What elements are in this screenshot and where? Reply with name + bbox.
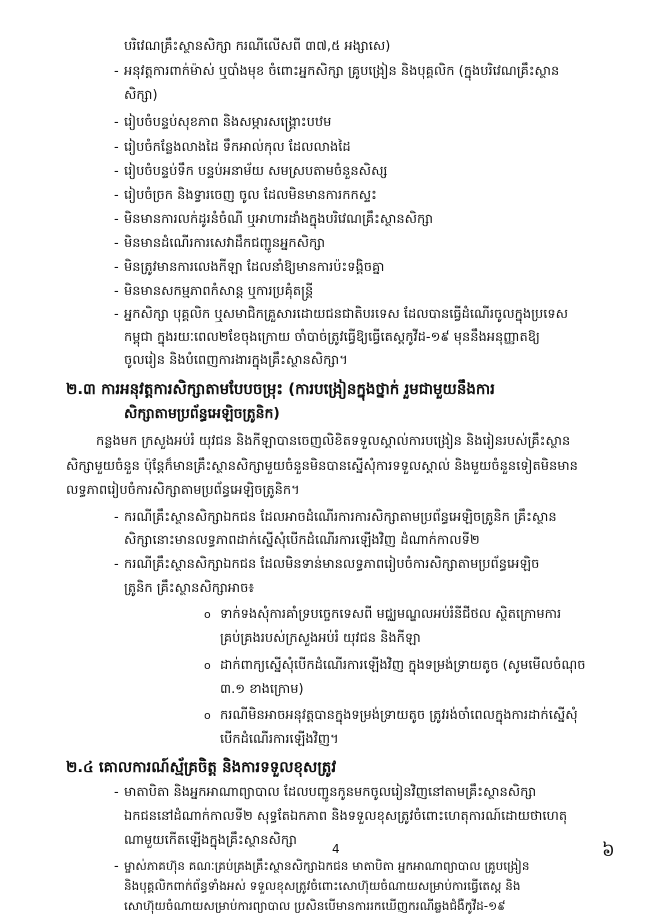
text-line: ត្រូនិក គ្រឹះស្ថានសិក្សាអាច៖ [124,581,255,596]
text-line: បើកដំណើរការឡើងវិញ។ [220,732,339,747]
bullet-dash: - [114,307,119,322]
bullet-dash: - [114,510,119,525]
bullet-dash: - [114,557,119,572]
section-heading-2-3-cont: សិក្សាតាមប្រព័ន្ធអេឡិចត្រូនិក) [124,406,280,422]
text-line: រៀបចំបន្ទប់សុខភាព និងសម្ភារសង្គ្រោះបឋម [124,115,332,130]
text-line: ណាមួយកើតឡើងក្នុងគ្រឹះស្ថានសិក្សា [124,833,297,848]
text-line: ៣.១ ខាងក្រោម) [220,682,304,697]
bullet-circle: o [204,709,211,722]
text-line: ចូលរៀន និងបំពេញការងារក្នុងគ្រឹះស្ថានសិក្សា។ [124,353,348,368]
text-line: ម្ចាស់ភាគហ៊ុន គណៈគ្រប់គ្រងគ្រឹះស្ថានសិក្សាឯកជន មាតាបិតា អ្នកអាណាព្យាបាល គ្រូបង្រៀន [124,859,530,873]
bullet-dash: - [114,236,119,251]
text-line: ករណីមិនអាចអនុវត្តបានក្នុងទម្រង់ទ្រាយតូច ត្រូវរង់ចាំពេលក្នុងការដាក់ស្នើសុំ [220,708,578,723]
bullet-dash: - [114,188,119,203]
paragraph-line: សិក្សាមួយចំនួន ប៉ុន្តែក៏មានគ្រឹះស្ថានសិក្សាមួយចំនួនមិនបានស្នើសុំការទទួលស្គាល់ និងមួយចំនួនទៀតមិនមាន [66,459,578,474]
text-line: សិក្សានោះមានលទ្ធភាពដាក់ស្នើសុំបើកដំណើរការឡើងវិញ ដំណាក់កាលទី២ [124,533,480,548]
text-line: សោហ៊ុយចំណាយសម្រាប់ការព្យាបាល ប្រសិនបើមានការរកឃើញករណីឆ្លងជំងឺកូវីដ-១៩ [124,899,506,913]
text-line: កម្ពុជា ក្នុងរយៈពេល២ខែចុងក្រោយ ចាំបាច់ត្រូវធ្វើឱ្យធ្វើតេស្តកូវីដ-១៩ មុននឹងអនុញ្ញាតឱ្យ [124,330,540,345]
text-line: អនុវត្តការពាក់ម៉ាស់ ឬបាំងមុខ ចំពោះអ្នកសិក្សា គ្រូបង្រៀន និងបុគ្គលិក (ក្នុងបរិវេណគ្រឹះស្ថាន [124,64,560,79]
bullet-dash: - [114,115,119,130]
bullet-circle: o [204,659,211,672]
paragraph-line: កន្លងមក ក្រសួងអប់រំ យុវជន និងកីឡាបានចេញលិខិតទទួលស្គាល់ការបង្រៀន និងរៀនរបស់គ្រឹះស្ថាន [96,434,571,449]
bullet-circle: o [204,608,211,621]
text-line: ដាក់ពាក្យស្នើសុំបើកដំណើរការឡើងវិញ ក្នុងទម្រង់ទ្រាយតូច (សូមមើលចំណុច [220,658,586,673]
text-line: ករណីគ្រឹះស្ថានសិក្សាឯកជន ដែលអាចដំណើរការការសិក្សាតាមប្រព័ន្ធអេឡិចត្រូនិក គ្រឹះស្ថាន [124,510,557,525]
section-heading-2-3: ២.៣ ការអនុវត្តការសិក្សាតាមបែបចម្រុះ (ការបង្រៀនក្នុងថ្នាក់ រួមជាមួយនឹងការ [66,380,495,398]
bullet-dash: - [114,140,119,155]
bullet-dash: - [114,260,119,275]
bullet-dash: - [114,64,119,79]
section-heading-2-4: ២.៤ គោលការណ៍ស្ម័គ្រចិត្ត និងការទទួលខុសត្រូវ [66,758,337,776]
text-line: បរិវេណគ្រឹះស្ថានសិក្សា ករណីលើសពី ៣៧,៥ អង្សាសេ) [124,39,391,54]
text-line: គ្រប់គ្រងរបស់ក្រសួងអប់រំ យុវជន និងកីឡា [220,631,421,646]
text-line: មិនត្រូវមានការលេងកីឡា ដែលនាំឱ្យមានការប៉ះទង្គិចគ្នា [124,260,385,275]
text-line: ករណីគ្រឹះស្ថានសិក្សាឯកជន ដែលមិនទាន់មានលទ្ធភាពរៀបចំការសិក្សាតាមប្រព័ន្ធអេឡិច [124,557,540,572]
text-line: មិនមានការលក់ដូរនំចំណី ឬអាហារដាំងក្នុងបរិវេណគ្រឹះស្ថានសិក្សា [124,212,434,227]
text-line: មិនមានដំណើរការសេវាដឹកជញ្ជូនអ្នកសិក្សា [124,236,326,251]
text-line: និងបុគ្គលិកពាក់ព័ន្ធទាំងអស់ ទទួលខុសត្រូវចំពោះសោហ៊ុយចំណាយសម្រាប់ការធ្វើតេស្ត និង [124,879,521,893]
bullet-dash: - [114,785,119,800]
text-line: អ្នកសិក្សា បុគ្គលិក ឬសមាជិកគ្រួសារដោយជនជាតិបរទេស ដែលបានធ្វើដំណើរចូលក្នុងប្រទេស [124,307,569,322]
text-line: រៀបចំច្រក និងទ្វារចេញ ចូល ដែលមិនមានការកកស្ទះ [124,188,377,203]
corner-mark: ៦ [602,840,615,861]
paragraph-line: លទ្ធភាពរៀបចំការសិក្សាតាមប្រព័ន្ធអេឡិចត្រូនិក។ [66,483,300,498]
text-line: មាតាបិតា និងអ្នកអាណាព្យាបាល ដែលបញ្ជូនកូនមកចូលរៀនវិញនៅតាមគ្រឹះស្ថានសិក្សា [124,785,537,800]
bullet-dash: - [114,859,119,874]
text-line: មិនមានសកម្មភាពកំសាន្ត ឬការប្រគុំតន្ត្រី [124,284,314,299]
text-line: ឯកជននៅដំណាក់កាលទី២ សុទ្ធតែឯកភាព និងទទួលខុសត្រូវចំពោះហេតុការណ៍ដោយថាហេតុ [124,809,568,824]
text-line: រៀបចំកន្លែងលាងដៃ ទឹកអាល់កុល ដែលលាងដៃ [124,140,351,155]
text-line: ទាក់ទងសុំការគាំទ្របច្ចេកទេសពី មជ្ឈមណ្ឌលអប់រំនីជីថល ស្ថិតក្រោមការ [220,607,562,622]
text-line: សិក្សា) [124,88,158,103]
bullet-dash: - [114,212,119,227]
bullet-dash: - [114,284,119,299]
bullet-dash: - [114,164,119,179]
text-line: រៀបចំបន្ទប់ទឹក បន្ទប់អនាម័យ សមស្របតាមចំនួនសិស្ស [124,164,388,179]
page-number: 4 [332,842,340,856]
